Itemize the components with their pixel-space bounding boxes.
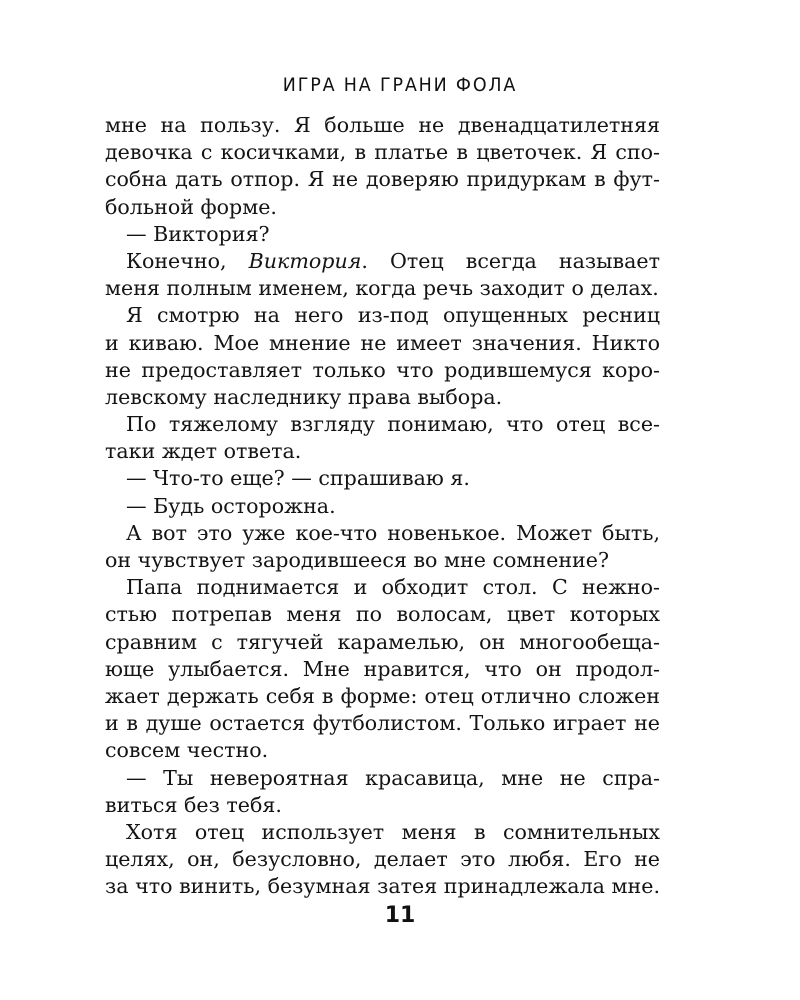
italic-name: Виктория bbox=[248, 248, 362, 273]
text-line: Хотя отец использует меня в сомнительных bbox=[126, 819, 660, 844]
text-line: мне на пользу. Я больше не двенадцатилетняя bbox=[105, 113, 660, 137]
text-line: целях, он, безусловно, делает это любя. Его не bbox=[105, 847, 660, 872]
text-line: Я смотрю на него из-под опущенных ресниц bbox=[126, 303, 660, 328]
text-line: таки ждет ответа. bbox=[105, 439, 302, 464]
text-line: жает держать себя в форме: отец отлично сложен bbox=[105, 683, 660, 708]
page-number: 11 bbox=[384, 903, 416, 928]
text-fragment: . Отец всегда называет bbox=[361, 248, 660, 273]
text-line: и киваю. Мое мнение не имеет значения. Никто bbox=[105, 330, 660, 355]
text-fragment: Конечно, bbox=[126, 248, 227, 273]
dialogue-line: — Виктория? bbox=[126, 221, 270, 246]
dialogue-line: виться без тебя. bbox=[105, 792, 282, 817]
running-header-title: ИГРА НА ГРАНИ ФОЛА bbox=[282, 74, 518, 96]
text-line: По тяжелому взгляду понимаю, что отец все- bbox=[126, 412, 660, 437]
dialogue-line: — Будь осторожна. bbox=[126, 493, 336, 518]
text-line: А вот это уже кое-что новенькое. Может быть, bbox=[126, 520, 660, 545]
text-line: собна дать отпор. Я не доверяю придуркам в фут- bbox=[105, 167, 660, 192]
text-line: совсем честно. bbox=[105, 738, 269, 763]
text-line: больной форме. bbox=[105, 194, 277, 219]
text-line: левскому наследнику права выбора. bbox=[105, 384, 503, 409]
text-line: и в душе остается футболистом. Только играет не bbox=[105, 711, 660, 736]
text-line bbox=[105, 248, 660, 275]
dialogue-line: — Что-то еще? — спрашиваю я. bbox=[126, 466, 470, 491]
text-line: стью потрепав меня по волосам, цвет которых bbox=[105, 602, 660, 627]
text-line: девочка с косичками, в платье в цветочек. Я спо- bbox=[105, 140, 660, 165]
text-line: не предоставляет только что родившемуся коро- bbox=[105, 357, 660, 382]
dialogue-line: — Ты невероятная красавица, мне не спра- bbox=[126, 765, 660, 790]
text-line: меня полным именем, когда речь заходит о делах. bbox=[105, 276, 659, 301]
text-line: он чувствует зародившееся во мне сомнение? bbox=[105, 548, 610, 572]
text-line: сравним с тягучей карамелью, он многообеща- bbox=[105, 629, 660, 654]
text-line: Папа поднимается и обходит стол. С нежно- bbox=[126, 575, 660, 600]
text-line: юще улыбается. Мне нравится, что он продол- bbox=[105, 656, 660, 681]
body-text bbox=[105, 112, 660, 900]
text-line: за что винить, безумная затея принадлежала мне. bbox=[105, 874, 660, 899]
